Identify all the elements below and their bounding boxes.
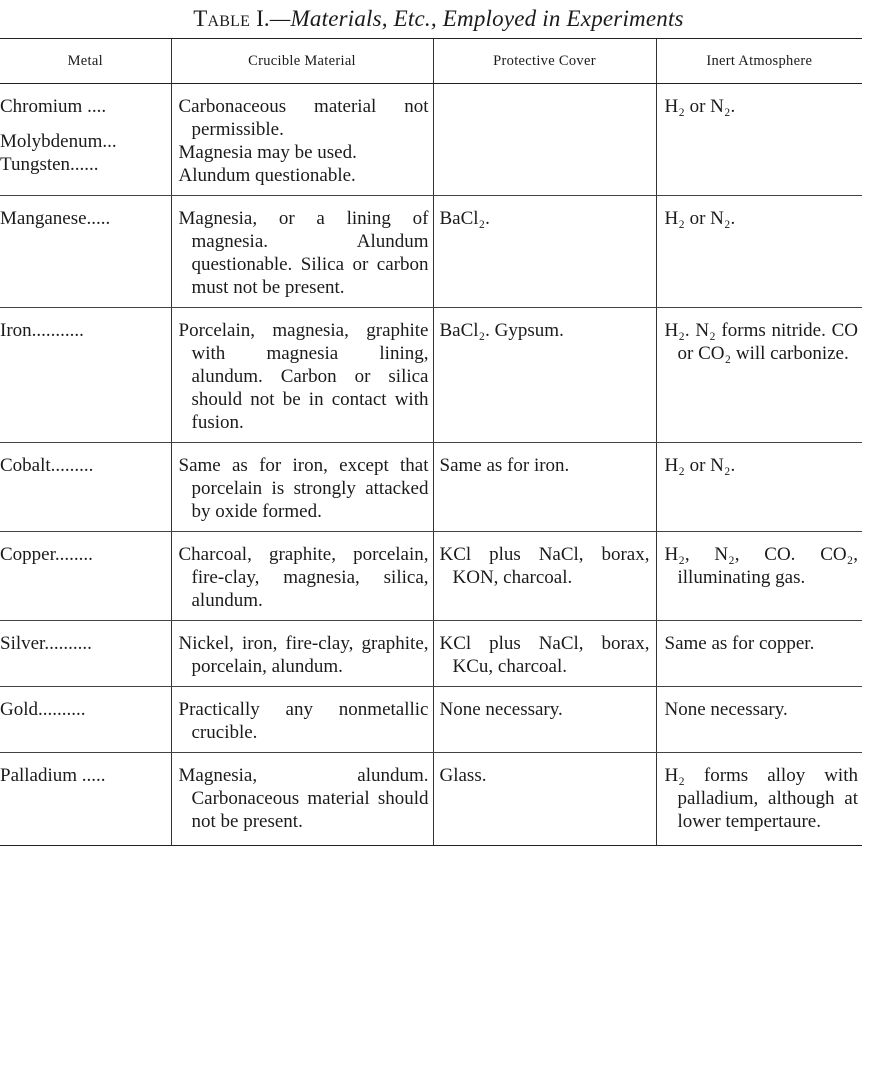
atmosphere-text: H₂ or N₂. [664, 208, 736, 229]
crucible-cell [171, 532, 433, 621]
metal-name: Manganese..... [0, 208, 111, 229]
table-caption [0, 6, 877, 32]
table-row [0, 753, 862, 846]
atmosphere-text: Same as for copper. [664, 633, 815, 654]
atmosphere-cell [656, 753, 862, 846]
cover-cell: Glass. [433, 753, 656, 846]
crucible-cell [171, 687, 433, 753]
atmosphere-cell [656, 532, 862, 621]
table-row [0, 308, 862, 443]
crucible-text: Practically any nonmetallic crucible. [178, 699, 429, 743]
atmosphere-text: None necessary. [664, 699, 788, 720]
atmosphere-cell [656, 84, 862, 196]
atmosphere-cell [656, 687, 862, 753]
metal-cell [0, 753, 171, 846]
header-metal: Metal [0, 39, 171, 84]
atmosphere-text: H₂. N₂ forms nitride. CO or CO₂ will carbonize. [664, 320, 858, 364]
crucible-text: Charcoal, graphite, porcelain, fire-clay, magnesia, silica, alundum. [178, 544, 429, 611]
atmosphere-text: H₂ forms alloy with palladium, although at lower tempertaure. [664, 765, 858, 832]
metal-name: Gold.......... [0, 699, 86, 720]
crucible-cell [171, 196, 433, 308]
crucible-text: Magnesia, alundum. Carbonaceous material should not be present. [178, 765, 429, 832]
crucible-cell [171, 84, 433, 196]
atmosphere-cell [656, 196, 862, 308]
crucible-cell [171, 753, 433, 846]
cover-cell [433, 621, 656, 687]
metal-cell [0, 687, 171, 753]
header-row [0, 39, 862, 84]
crucible-text: Nickel, iron, fire-clay, graphite, porcelain, alundum. [178, 633, 429, 677]
atmosphere-cell [656, 308, 862, 443]
table-row [0, 84, 862, 196]
metal-name: Iron........... [0, 320, 84, 341]
header-protective-cover: Protective Cover [433, 39, 656, 84]
crucible-text: Porcelain, magnesia, graphite with magnesia lining, alundum. Carbon or silica should not be in contact with fusion. [178, 320, 429, 433]
crucible-text: Magnesia may be used. [178, 142, 357, 163]
crucible-text: Magnesia, or a lining of magnesia. Alundum questionable. Silica or carbon must not be present. [178, 208, 429, 298]
table-number: Table I. [193, 6, 270, 31]
atmosphere-cell [656, 621, 862, 687]
crucible-cell [171, 621, 433, 687]
table-row [0, 621, 862, 687]
atmosphere-cell [656, 443, 862, 532]
metal-cell [0, 84, 171, 196]
crucible-cell [171, 308, 433, 443]
atmosphere-text: H₂ or N₂. [664, 455, 736, 476]
metal-name: Chromium .... [0, 96, 107, 117]
cover-text: KCl plus NaCl, borax, KON, charcoal. [439, 544, 650, 588]
metal-name: Molybdenum... [0, 131, 117, 152]
metal-name: Silver.......... [0, 633, 92, 654]
cover-cell [433, 532, 656, 621]
crucible-text: Alundum questionable. [178, 165, 356, 186]
table-row [0, 532, 862, 621]
cover-text: KCl plus NaCl, borax, KCu, charcoal. [439, 633, 650, 677]
metal-name: Copper........ [0, 544, 93, 565]
materials-table [0, 38, 862, 846]
metal-cell [0, 308, 171, 443]
atmosphere-text: H₂, N₂, CO. CO₂, illuminating gas. [664, 544, 858, 588]
crucible-text: Same as for iron, except that porcelain is strongly attacked by oxide formed. [178, 455, 429, 522]
cover-cell: BaCl₂. Gypsum. [433, 308, 656, 443]
metal-cell [0, 196, 171, 308]
header-crucible-material: Crucible Material [171, 39, 433, 84]
metal-name: Tungsten...... [0, 154, 99, 175]
metal-cell [0, 443, 171, 532]
table-row [0, 196, 862, 308]
metal-name: Cobalt......... [0, 455, 94, 476]
metal-cell [0, 621, 171, 687]
cover-cell: None necessary. [433, 687, 656, 753]
crucible-text: Carbonaceous material not permissible. [178, 96, 429, 140]
table-title: —Materials, Etc., Employed in Experiments [269, 6, 684, 31]
cover-cell: Same as for iron. [433, 443, 656, 532]
crucible-cell [171, 443, 433, 532]
cover-cell [433, 84, 656, 196]
metal-name: Palladium ..... [0, 765, 106, 786]
atmosphere-text: H₂ or N₂. [664, 96, 736, 117]
table-row [0, 443, 862, 532]
table-row [0, 687, 862, 753]
cover-cell: BaCl₂. [433, 196, 656, 308]
metal-cell [0, 532, 171, 621]
header-inert-atmosphere: Inert Atmosphere [656, 39, 862, 84]
